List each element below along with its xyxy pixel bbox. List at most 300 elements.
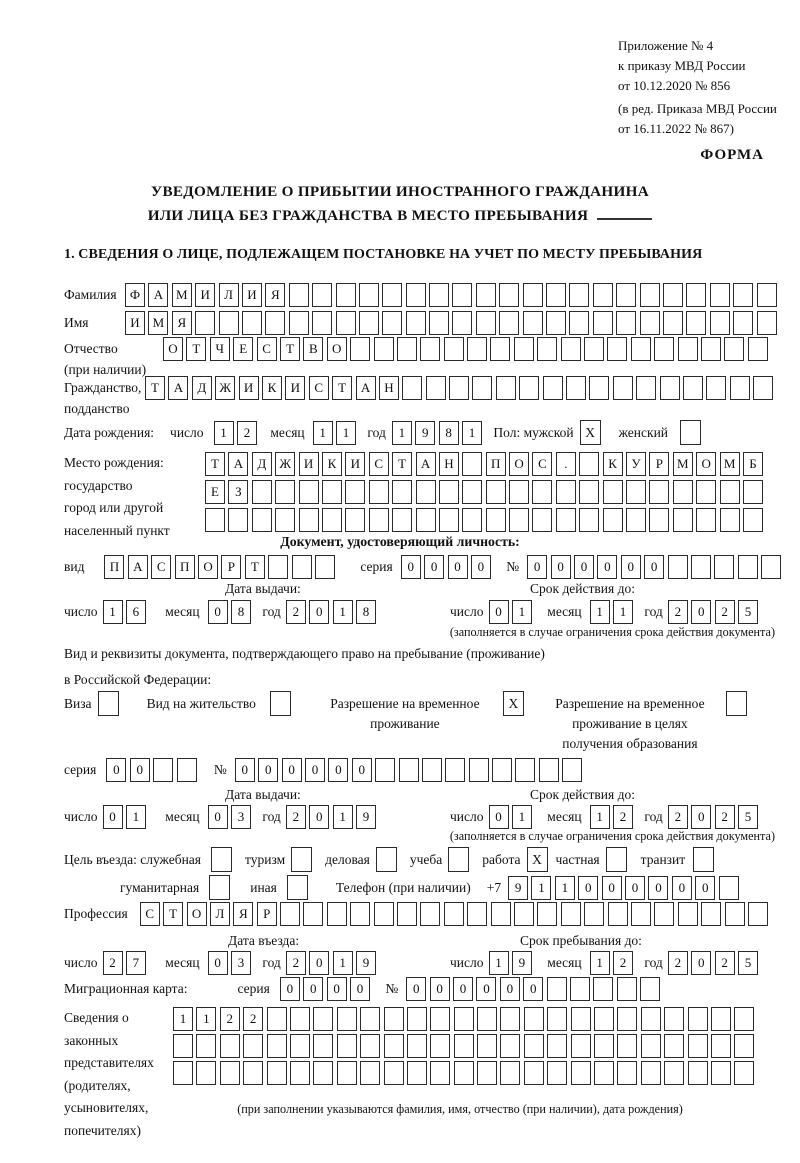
legal-row3-cells[interactable] bbox=[173, 1061, 758, 1085]
doc-valid-year-cells[interactable] bbox=[668, 600, 762, 624]
character-cell[interactable] bbox=[345, 508, 365, 532]
character-cell[interactable]: 0 bbox=[578, 876, 598, 900]
character-cell[interactable]: 2 bbox=[286, 805, 306, 829]
character-cell[interactable] bbox=[688, 1061, 708, 1085]
character-cell[interactable] bbox=[220, 1061, 240, 1085]
character-cell[interactable] bbox=[509, 480, 529, 504]
character-cell[interactable] bbox=[486, 508, 506, 532]
character-cell[interactable]: 0 bbox=[602, 876, 622, 900]
res-valid-month-cells[interactable] bbox=[590, 805, 637, 829]
character-cell[interactable] bbox=[430, 1061, 450, 1085]
character-cell[interactable] bbox=[462, 452, 482, 476]
character-cell[interactable]: 7 bbox=[126, 951, 146, 975]
character-cell[interactable]: Т bbox=[186, 337, 206, 361]
character-cell[interactable] bbox=[406, 311, 426, 335]
character-cell[interactable] bbox=[345, 480, 365, 504]
character-cell[interactable] bbox=[313, 1007, 333, 1031]
character-cell[interactable]: О bbox=[509, 452, 529, 476]
character-cell[interactable]: Р bbox=[221, 555, 241, 579]
character-cell[interactable] bbox=[514, 337, 534, 361]
character-cell[interactable] bbox=[439, 508, 459, 532]
character-cell[interactable]: А bbox=[356, 376, 376, 400]
character-cell[interactable]: А bbox=[416, 452, 436, 476]
character-cell[interactable] bbox=[519, 376, 539, 400]
character-cell[interactable] bbox=[584, 337, 604, 361]
character-cell[interactable] bbox=[462, 508, 482, 532]
character-cell[interactable] bbox=[603, 508, 623, 532]
character-cell[interactable] bbox=[384, 1034, 404, 1058]
character-cell[interactable]: А bbox=[148, 283, 168, 307]
character-cell[interactable]: Н bbox=[439, 452, 459, 476]
character-cell[interactable] bbox=[524, 1034, 544, 1058]
character-cell[interactable]: 8 bbox=[439, 421, 459, 445]
birth-place-row2-cells[interactable] bbox=[205, 480, 766, 504]
character-cell[interactable]: Т bbox=[205, 452, 225, 476]
purpose-other-checkbox[interactable] bbox=[287, 875, 308, 900]
character-cell[interactable]: Ж bbox=[215, 376, 235, 400]
character-cell[interactable] bbox=[725, 902, 745, 926]
character-cell[interactable]: К bbox=[322, 452, 342, 476]
character-cell[interactable]: П bbox=[104, 555, 124, 579]
character-cell[interactable]: 1 bbox=[103, 600, 123, 624]
character-cell[interactable]: О bbox=[163, 337, 183, 361]
character-cell[interactable] bbox=[649, 480, 669, 504]
character-cell[interactable]: 2 bbox=[243, 1007, 263, 1031]
character-cell[interactable] bbox=[757, 311, 777, 335]
character-cell[interactable] bbox=[289, 311, 309, 335]
character-cell[interactable]: Р bbox=[649, 452, 669, 476]
character-cell[interactable]: Я bbox=[172, 311, 192, 335]
character-cell[interactable]: 0 bbox=[574, 555, 594, 579]
character-cell[interactable]: 1 bbox=[613, 600, 633, 624]
character-cell[interactable] bbox=[242, 311, 262, 335]
character-cell[interactable] bbox=[444, 337, 464, 361]
res-valid-day-cells[interactable] bbox=[489, 805, 536, 829]
character-cell[interactable]: Т bbox=[332, 376, 352, 400]
character-cell[interactable] bbox=[467, 337, 487, 361]
character-cell[interactable]: 0 bbox=[672, 876, 692, 900]
character-cell[interactable] bbox=[570, 977, 590, 1001]
character-cell[interactable] bbox=[173, 1061, 193, 1085]
character-cell[interactable]: 2 bbox=[220, 1007, 240, 1031]
character-cell[interactable] bbox=[537, 902, 557, 926]
entry-year-cells[interactable] bbox=[286, 951, 380, 975]
character-cell[interactable]: 0 bbox=[106, 758, 126, 782]
character-cell[interactable] bbox=[654, 902, 674, 926]
character-cell[interactable] bbox=[490, 337, 510, 361]
character-cell[interactable]: Л bbox=[219, 283, 239, 307]
character-cell[interactable] bbox=[594, 1061, 614, 1085]
character-cell[interactable]: М bbox=[720, 452, 740, 476]
character-cell[interactable] bbox=[205, 508, 225, 532]
residence-permit-checkbox[interactable] bbox=[270, 691, 291, 716]
character-cell[interactable]: Л bbox=[210, 902, 230, 926]
character-cell[interactable] bbox=[514, 902, 534, 926]
character-cell[interactable] bbox=[359, 311, 379, 335]
character-cell[interactable] bbox=[265, 311, 285, 335]
character-cell[interactable] bbox=[640, 283, 660, 307]
entry-month-cells[interactable] bbox=[208, 951, 255, 975]
character-cell[interactable] bbox=[462, 480, 482, 504]
character-cell[interactable]: 1 bbox=[590, 951, 610, 975]
character-cell[interactable] bbox=[720, 508, 740, 532]
purpose-tourism-checkbox[interactable] bbox=[291, 847, 312, 872]
sex-female-checkbox[interactable] bbox=[680, 420, 701, 445]
character-cell[interactable] bbox=[711, 1061, 731, 1085]
character-cell[interactable] bbox=[252, 480, 272, 504]
character-cell[interactable] bbox=[660, 376, 680, 400]
character-cell[interactable] bbox=[753, 376, 773, 400]
character-cell[interactable] bbox=[195, 311, 215, 335]
character-cell[interactable] bbox=[509, 508, 529, 532]
character-cell[interactable]: П bbox=[486, 452, 506, 476]
purpose-work-checkbox[interactable]: X bbox=[527, 847, 548, 872]
character-cell[interactable] bbox=[524, 1061, 544, 1085]
character-cell[interactable] bbox=[153, 758, 173, 782]
character-cell[interactable]: 1 bbox=[512, 600, 532, 624]
character-cell[interactable]: С bbox=[140, 902, 160, 926]
character-cell[interactable]: Т bbox=[280, 337, 300, 361]
character-cell[interactable] bbox=[523, 311, 543, 335]
character-cell[interactable]: 8 bbox=[231, 600, 251, 624]
character-cell[interactable]: 0 bbox=[309, 805, 329, 829]
character-cell[interactable] bbox=[640, 311, 660, 335]
character-cell[interactable] bbox=[219, 311, 239, 335]
character-cell[interactable]: Ж bbox=[275, 452, 295, 476]
character-cell[interactable]: С bbox=[151, 555, 171, 579]
character-cell[interactable] bbox=[477, 1034, 497, 1058]
surname-input-cells[interactable] bbox=[125, 283, 780, 307]
character-cell[interactable] bbox=[392, 480, 412, 504]
character-cell[interactable]: 0 bbox=[448, 555, 468, 579]
character-cell[interactable]: 0 bbox=[235, 758, 255, 782]
character-cell[interactable] bbox=[710, 311, 730, 335]
character-cell[interactable] bbox=[384, 1007, 404, 1031]
character-cell[interactable] bbox=[350, 902, 370, 926]
res-series-cells[interactable] bbox=[106, 758, 200, 782]
character-cell[interactable] bbox=[416, 480, 436, 504]
character-cell[interactable] bbox=[579, 480, 599, 504]
character-cell[interactable] bbox=[337, 1061, 357, 1085]
character-cell[interactable] bbox=[486, 480, 506, 504]
character-cell[interactable] bbox=[322, 480, 342, 504]
character-cell[interactable] bbox=[663, 311, 683, 335]
character-cell[interactable] bbox=[289, 283, 309, 307]
character-cell[interactable] bbox=[724, 337, 744, 361]
character-cell[interactable]: Т bbox=[163, 902, 183, 926]
character-cell[interactable] bbox=[641, 1061, 661, 1085]
character-cell[interactable] bbox=[337, 1034, 357, 1058]
character-cell[interactable] bbox=[688, 1007, 708, 1031]
character-cell[interactable] bbox=[617, 1034, 637, 1058]
character-cell[interactable] bbox=[369, 508, 389, 532]
character-cell[interactable] bbox=[420, 902, 440, 926]
character-cell[interactable]: И bbox=[239, 376, 259, 400]
character-cell[interactable] bbox=[757, 283, 777, 307]
character-cell[interactable] bbox=[439, 480, 459, 504]
character-cell[interactable]: И bbox=[299, 452, 319, 476]
character-cell[interactable] bbox=[641, 1034, 661, 1058]
character-cell[interactable]: 1 bbox=[590, 805, 610, 829]
character-cell[interactable] bbox=[337, 1007, 357, 1031]
character-cell[interactable] bbox=[743, 480, 763, 504]
character-cell[interactable] bbox=[220, 1034, 240, 1058]
character-cell[interactable]: 0 bbox=[476, 977, 496, 1001]
character-cell[interactable] bbox=[524, 1007, 544, 1031]
character-cell[interactable]: И bbox=[285, 376, 305, 400]
character-cell[interactable]: 0 bbox=[489, 600, 509, 624]
character-cell[interactable] bbox=[593, 311, 613, 335]
character-cell[interactable]: 0 bbox=[208, 805, 228, 829]
character-cell[interactable] bbox=[608, 902, 628, 926]
character-cell[interactable]: 1 bbox=[392, 421, 412, 445]
character-cell[interactable]: А bbox=[228, 452, 248, 476]
character-cell[interactable] bbox=[402, 376, 422, 400]
character-cell[interactable]: 2 bbox=[668, 805, 688, 829]
character-cell[interactable] bbox=[640, 977, 660, 1001]
character-cell[interactable] bbox=[730, 376, 750, 400]
legal-row2-cells[interactable] bbox=[173, 1034, 758, 1058]
character-cell[interactable] bbox=[571, 1061, 591, 1085]
character-cell[interactable] bbox=[420, 337, 440, 361]
character-cell[interactable]: 1 bbox=[313, 421, 333, 445]
birth-day-cells[interactable] bbox=[214, 421, 261, 445]
character-cell[interactable]: 0 bbox=[424, 555, 444, 579]
sex-male-checkbox[interactable]: X bbox=[580, 420, 601, 445]
character-cell[interactable]: 0 bbox=[695, 876, 715, 900]
character-cell[interactable] bbox=[678, 337, 698, 361]
character-cell[interactable] bbox=[315, 555, 335, 579]
character-cell[interactable] bbox=[196, 1034, 216, 1058]
character-cell[interactable]: Е bbox=[233, 337, 253, 361]
character-cell[interactable] bbox=[738, 555, 758, 579]
character-cell[interactable]: А bbox=[168, 376, 188, 400]
character-cell[interactable] bbox=[673, 480, 693, 504]
character-cell[interactable] bbox=[374, 337, 394, 361]
character-cell[interactable]: З bbox=[228, 480, 248, 504]
character-cell[interactable] bbox=[532, 508, 552, 532]
temp-residence-edu-checkbox[interactable] bbox=[726, 691, 747, 716]
character-cell[interactable] bbox=[299, 480, 319, 504]
character-cell[interactable] bbox=[649, 508, 669, 532]
character-cell[interactable] bbox=[228, 508, 248, 532]
character-cell[interactable]: Е bbox=[205, 480, 225, 504]
character-cell[interactable] bbox=[416, 508, 436, 532]
character-cell[interactable] bbox=[449, 376, 469, 400]
character-cell[interactable] bbox=[252, 508, 272, 532]
mig-series-cells[interactable] bbox=[280, 977, 374, 1001]
character-cell[interactable]: 0 bbox=[350, 977, 370, 1001]
character-cell[interactable] bbox=[734, 1007, 754, 1031]
doc-issue-month-cells[interactable] bbox=[208, 600, 255, 624]
character-cell[interactable] bbox=[290, 1034, 310, 1058]
character-cell[interactable]: 2 bbox=[715, 805, 735, 829]
character-cell[interactable]: 1 bbox=[512, 805, 532, 829]
character-cell[interactable] bbox=[664, 1034, 684, 1058]
character-cell[interactable]: Я bbox=[265, 283, 285, 307]
character-cell[interactable]: 0 bbox=[471, 555, 491, 579]
character-cell[interactable]: 0 bbox=[453, 977, 473, 1001]
character-cell[interactable]: 0 bbox=[691, 805, 711, 829]
character-cell[interactable]: А bbox=[128, 555, 148, 579]
character-cell[interactable]: М bbox=[172, 283, 192, 307]
character-cell[interactable] bbox=[678, 902, 698, 926]
character-cell[interactable] bbox=[452, 283, 472, 307]
character-cell[interactable] bbox=[631, 337, 651, 361]
character-cell[interactable]: Ф bbox=[125, 283, 145, 307]
character-cell[interactable] bbox=[668, 555, 688, 579]
character-cell[interactable] bbox=[406, 283, 426, 307]
character-cell[interactable]: 0 bbox=[597, 555, 617, 579]
character-cell[interactable]: С bbox=[309, 376, 329, 400]
character-cell[interactable]: 2 bbox=[103, 951, 123, 975]
character-cell[interactable] bbox=[429, 283, 449, 307]
character-cell[interactable]: Д bbox=[192, 376, 212, 400]
character-cell[interactable]: 0 bbox=[328, 758, 348, 782]
character-cell[interactable]: 3 bbox=[231, 951, 251, 975]
character-cell[interactable] bbox=[369, 480, 389, 504]
character-cell[interactable] bbox=[686, 283, 706, 307]
birth-month-cells[interactable] bbox=[313, 421, 360, 445]
character-cell[interactable] bbox=[243, 1034, 263, 1058]
character-cell[interactable]: 0 bbox=[303, 977, 323, 1001]
character-cell[interactable]: 9 bbox=[356, 951, 376, 975]
character-cell[interactable] bbox=[569, 283, 589, 307]
character-cell[interactable] bbox=[267, 1007, 287, 1031]
character-cell[interactable]: С bbox=[369, 452, 389, 476]
character-cell[interactable]: И bbox=[242, 283, 262, 307]
character-cell[interactable]: 1 bbox=[336, 421, 356, 445]
character-cell[interactable] bbox=[673, 508, 693, 532]
character-cell[interactable] bbox=[500, 1007, 520, 1031]
character-cell[interactable]: 0 bbox=[130, 758, 150, 782]
character-cell[interactable] bbox=[688, 1034, 708, 1058]
character-cell[interactable] bbox=[562, 758, 582, 782]
character-cell[interactable] bbox=[422, 758, 442, 782]
character-cell[interactable] bbox=[467, 902, 487, 926]
temp-residence-checkbox[interactable]: X bbox=[503, 691, 524, 716]
character-cell[interactable] bbox=[664, 1061, 684, 1085]
character-cell[interactable] bbox=[696, 480, 716, 504]
character-cell[interactable] bbox=[430, 1007, 450, 1031]
character-cell[interactable]: . bbox=[556, 452, 576, 476]
character-cell[interactable] bbox=[177, 758, 197, 782]
character-cell[interactable]: М bbox=[148, 311, 168, 335]
character-cell[interactable]: 0 bbox=[644, 555, 664, 579]
character-cell[interactable]: 1 bbox=[196, 1007, 216, 1031]
res-issue-month-cells[interactable] bbox=[208, 805, 255, 829]
character-cell[interactable] bbox=[641, 1007, 661, 1031]
res-valid-year-cells[interactable] bbox=[668, 805, 762, 829]
character-cell[interactable] bbox=[546, 311, 566, 335]
character-cell[interactable] bbox=[275, 480, 295, 504]
character-cell[interactable] bbox=[444, 902, 464, 926]
character-cell[interactable] bbox=[454, 1007, 474, 1031]
character-cell[interactable]: О bbox=[198, 555, 218, 579]
doc-valid-month-cells[interactable] bbox=[590, 600, 637, 624]
character-cell[interactable] bbox=[733, 311, 753, 335]
character-cell[interactable] bbox=[445, 758, 465, 782]
character-cell[interactable]: Н bbox=[379, 376, 399, 400]
character-cell[interactable]: 0 bbox=[406, 977, 426, 1001]
character-cell[interactable] bbox=[720, 480, 740, 504]
character-cell[interactable]: Т bbox=[145, 376, 165, 400]
character-cell[interactable]: 1 bbox=[489, 951, 509, 975]
character-cell[interactable] bbox=[496, 376, 516, 400]
character-cell[interactable] bbox=[663, 283, 683, 307]
character-cell[interactable] bbox=[686, 311, 706, 335]
character-cell[interactable] bbox=[476, 311, 496, 335]
character-cell[interactable]: В bbox=[303, 337, 323, 361]
character-cell[interactable]: 0 bbox=[500, 977, 520, 1001]
character-cell[interactable] bbox=[492, 758, 512, 782]
character-cell[interactable]: 2 bbox=[286, 951, 306, 975]
character-cell[interactable] bbox=[382, 283, 402, 307]
character-cell[interactable]: Б bbox=[743, 452, 763, 476]
character-cell[interactable] bbox=[360, 1034, 380, 1058]
stay-year-cells[interactable] bbox=[668, 951, 762, 975]
character-cell[interactable]: 1 bbox=[126, 805, 146, 829]
character-cell[interactable] bbox=[299, 508, 319, 532]
character-cell[interactable] bbox=[594, 1034, 614, 1058]
character-cell[interactable] bbox=[706, 376, 726, 400]
character-cell[interactable] bbox=[430, 1034, 450, 1058]
doc-issue-year-cells[interactable] bbox=[286, 600, 380, 624]
character-cell[interactable] bbox=[267, 1034, 287, 1058]
character-cell[interactable]: Д bbox=[252, 452, 272, 476]
character-cell[interactable]: Я bbox=[233, 902, 253, 926]
character-cell[interactable]: 0 bbox=[648, 876, 668, 900]
character-cell[interactable]: 0 bbox=[625, 876, 645, 900]
character-cell[interactable]: 2 bbox=[613, 805, 633, 829]
character-cell[interactable] bbox=[603, 480, 623, 504]
character-cell[interactable]: 5 bbox=[738, 600, 758, 624]
character-cell[interactable] bbox=[561, 337, 581, 361]
doc-issue-day-cells[interactable] bbox=[103, 600, 150, 624]
character-cell[interactable]: 0 bbox=[208, 951, 228, 975]
character-cell[interactable]: 0 bbox=[401, 555, 421, 579]
character-cell[interactable] bbox=[761, 555, 781, 579]
character-cell[interactable] bbox=[546, 283, 566, 307]
character-cell[interactable]: 0 bbox=[282, 758, 302, 782]
character-cell[interactable]: 0 bbox=[258, 758, 278, 782]
character-cell[interactable] bbox=[397, 337, 417, 361]
character-cell[interactable]: 0 bbox=[691, 951, 711, 975]
character-cell[interactable] bbox=[593, 283, 613, 307]
stay-month-cells[interactable] bbox=[590, 951, 637, 975]
character-cell[interactable] bbox=[748, 337, 768, 361]
character-cell[interactable] bbox=[477, 1061, 497, 1085]
character-cell[interactable]: 0 bbox=[208, 600, 228, 624]
character-cell[interactable]: 3 bbox=[231, 805, 251, 829]
character-cell[interactable] bbox=[477, 1007, 497, 1031]
character-cell[interactable] bbox=[313, 1061, 333, 1085]
character-cell[interactable]: 0 bbox=[523, 977, 543, 1001]
character-cell[interactable] bbox=[407, 1061, 427, 1085]
character-cell[interactable] bbox=[556, 508, 576, 532]
character-cell[interactable] bbox=[472, 376, 492, 400]
character-cell[interactable]: 9 bbox=[356, 805, 376, 829]
character-cell[interactable]: 0 bbox=[103, 805, 123, 829]
character-cell[interactable] bbox=[336, 283, 356, 307]
character-cell[interactable]: О bbox=[187, 902, 207, 926]
character-cell[interactable]: 9 bbox=[415, 421, 435, 445]
purpose-humanitarian-checkbox[interactable] bbox=[209, 875, 230, 900]
character-cell[interactable]: К bbox=[603, 452, 623, 476]
character-cell[interactable] bbox=[617, 1061, 637, 1085]
character-cell[interactable] bbox=[312, 311, 332, 335]
character-cell[interactable] bbox=[711, 1034, 731, 1058]
